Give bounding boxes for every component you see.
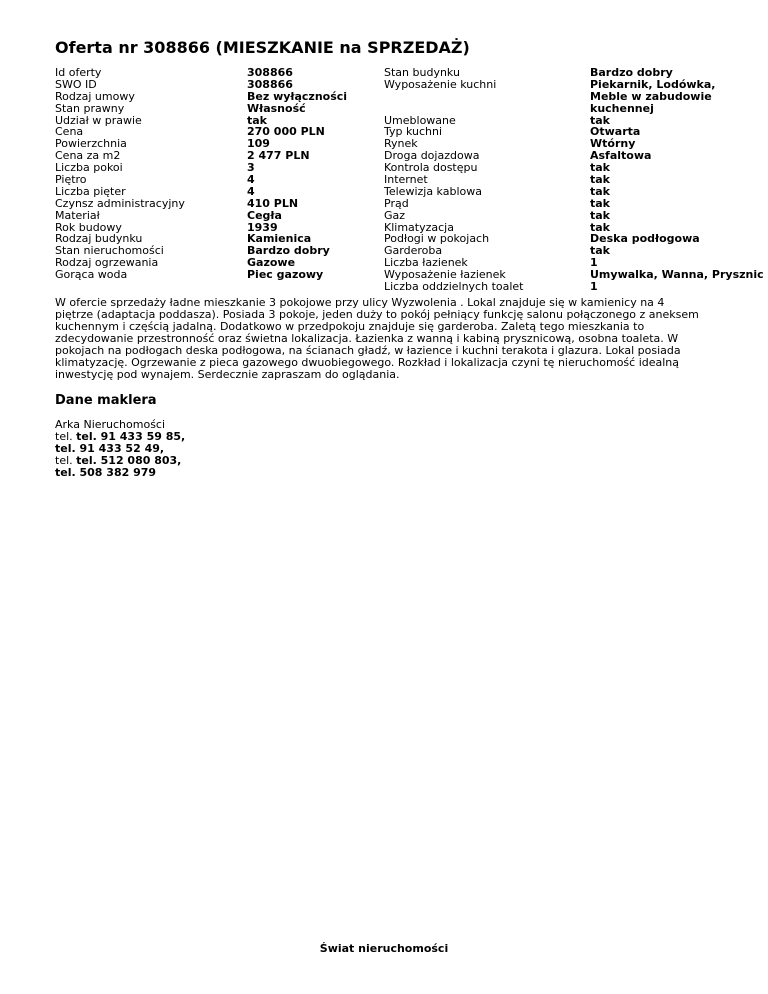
spec-value: tak: [590, 208, 610, 222]
spec-label: Rodzaj umowy: [55, 89, 135, 103]
spec-value: 270 000 PLN: [247, 125, 325, 139]
spec-value: 1939: [247, 220, 278, 234]
agent-company: Arka Nieruchomości: [55, 418, 166, 431]
spec-label: Czynsz administracyjny: [55, 196, 185, 210]
phone-number[interactable]: tel. 91 433 52 49,: [55, 442, 165, 455]
spec-value: 410 PLN: [247, 196, 299, 210]
spec-value: 4: [247, 184, 255, 198]
spec-value: tak: [590, 196, 610, 210]
spec-value: 3: [247, 161, 255, 175]
agent-heading: Dane maklera: [55, 393, 157, 408]
spec-value: Cegła: [247, 208, 282, 222]
spec-label: Cena za m2: [55, 149, 121, 163]
spec-value: tak: [590, 220, 610, 234]
spec-value: 308866: [247, 66, 293, 79]
spec-value: Gazowe: [247, 256, 296, 270]
spec-value: 109: [247, 137, 270, 151]
spec-label: Materiał: [55, 208, 100, 222]
spec-value: Asfaltowa: [590, 149, 652, 163]
spec-label: Typ kuchni: [384, 125, 443, 139]
spec-label: Wyposażenie łazienek: [384, 268, 506, 282]
phone-number[interactable]: tel. 512 080 803,: [76, 454, 182, 467]
specs-left-labels: [55, 67, 245, 281]
spec-value: Bardzo dobry: [247, 244, 330, 258]
agent-phones: [55, 431, 735, 479]
phone-prefix: tel.: [55, 454, 77, 467]
phone-number[interactable]: tel. 91 433 59 85,: [76, 430, 186, 443]
spec-value: 1: [590, 280, 598, 294]
spec-label: Liczba łazienek: [384, 256, 468, 270]
phone-number[interactable]: tel. 508 382 979: [55, 466, 157, 479]
spec-value: Piec gazowy: [247, 268, 324, 282]
spec-label: Piętro: [55, 173, 87, 187]
spec-label: Liczba oddzielnych toalet: [384, 280, 524, 294]
spec-value: Wtórny: [590, 137, 636, 151]
spec-label: Stan budynku: [384, 66, 460, 79]
spec-label: Internet: [384, 173, 428, 187]
spec-label: Cena: [55, 125, 84, 139]
spec-label: Stan prawny: [55, 101, 125, 115]
spec-value: tak: [247, 113, 267, 127]
spec-label: Powierzchnia: [55, 137, 127, 151]
spec-label: Id oferty: [55, 66, 102, 79]
spec-value: Bez wyłączności: [247, 89, 348, 103]
spec-value: tak: [590, 161, 610, 175]
offer-description: W ofercie sprzedaży ładne mieszkanie 3 pokojowe przy ulicy Wyzwolenia . Lokal znajduje się w kamienicy na 4 piętrze (adaptacja poddasza). Posiada 3 pokoje, jeden duży to pokój pełniący funkcję salonu połączonego z aneksem kuchennym i częścią jadalną. Dodatkowo w przedpokoju znajduje się garderoba. Zaletą tego mieszkania to zdecydowanie przestronność oraz świetna lokalizacja. Łazienka z wanną i kabiną prysznicową, osobna toaleta. W pokojach na podłogach deska podłogowa, na ścianach gładź, w łazience i kuchni terakota i glazura. Lokal posiada klimatyzację. Ogrzewanie z pieca gazowego dwuobiegowego. Rozkład i lokalizacja czyni tę nieruchomość idealną inwestycję pod wynajem. Serdecznie zapraszam do oglądania.: [55, 296, 699, 381]
spec-label: Garderoba: [384, 244, 443, 258]
spec-value: 4: [247, 173, 255, 187]
spec-label: Droga dojazdowa: [384, 149, 480, 163]
specs-right-values: [590, 66, 764, 294]
specs-table: [55, 66, 764, 294]
spec-value: Piekarnik, Lodówka, Meble w zabudowie kuchennej: [590, 77, 716, 115]
spec-label: Prąd: [384, 196, 409, 210]
agent-phone-row: [55, 455, 735, 467]
agent-info: [55, 419, 735, 479]
spec-label: Kontrola dostępu: [384, 161, 478, 175]
spec-value: Deska podłogowa: [590, 232, 700, 246]
offer-page: [55, 38, 764, 479]
spec-label: Umeblowane: [384, 113, 456, 127]
spec-value: Własność: [247, 101, 306, 115]
spec-label: Podłogi w pokojach: [384, 232, 490, 246]
spec-label: Gaz: [384, 208, 406, 222]
spec-label: Klimatyzacja: [384, 220, 454, 234]
spec-value: 1: [590, 256, 598, 270]
spec-value: Kamienica: [247, 232, 312, 246]
spec-label: Liczba pięter: [55, 184, 126, 198]
spec-label: Stan nieruchomości: [55, 244, 164, 258]
spec-label: Rynek: [384, 137, 418, 151]
spec-value: Otwarta: [590, 125, 641, 139]
spec-label: Wyposażenie kuchni: [384, 77, 497, 91]
spec-label: Rok budowy: [55, 220, 122, 234]
specs-right-labels: [384, 67, 589, 293]
page-title: Oferta nr 308866 (MIESZKANIE na SPRZEDAŻ): [55, 38, 470, 57]
spec-label: Udział w prawie: [55, 113, 142, 127]
spec-value: tak: [590, 113, 610, 127]
spec-value: Bardzo dobry: [590, 66, 673, 79]
phone-prefix: tel.: [55, 430, 77, 443]
spec-label: SWO ID: [55, 77, 97, 91]
spec-value: 308866: [247, 77, 293, 91]
specs-left-values: [247, 67, 382, 281]
spec-value: tak: [590, 184, 610, 198]
spec-label: Liczba pokoi: [55, 161, 123, 175]
spec-value: 2 477 PLN: [247, 149, 310, 163]
spec-label: Rodzaj ogrzewania: [55, 256, 159, 270]
spec-label: Rodzaj budynku: [55, 232, 143, 246]
spec-value: tak: [590, 244, 610, 258]
spec-label: Telewizja kablowa: [384, 184, 482, 198]
spec-value: Umywalka, Wanna, Prysznic: [590, 268, 764, 282]
agent-phone-row: [55, 467, 735, 479]
spec-value: tak: [590, 173, 610, 187]
spec-label: Gorąca woda: [55, 268, 128, 282]
footer-brand: Świat nieruchomości: [319, 942, 449, 955]
